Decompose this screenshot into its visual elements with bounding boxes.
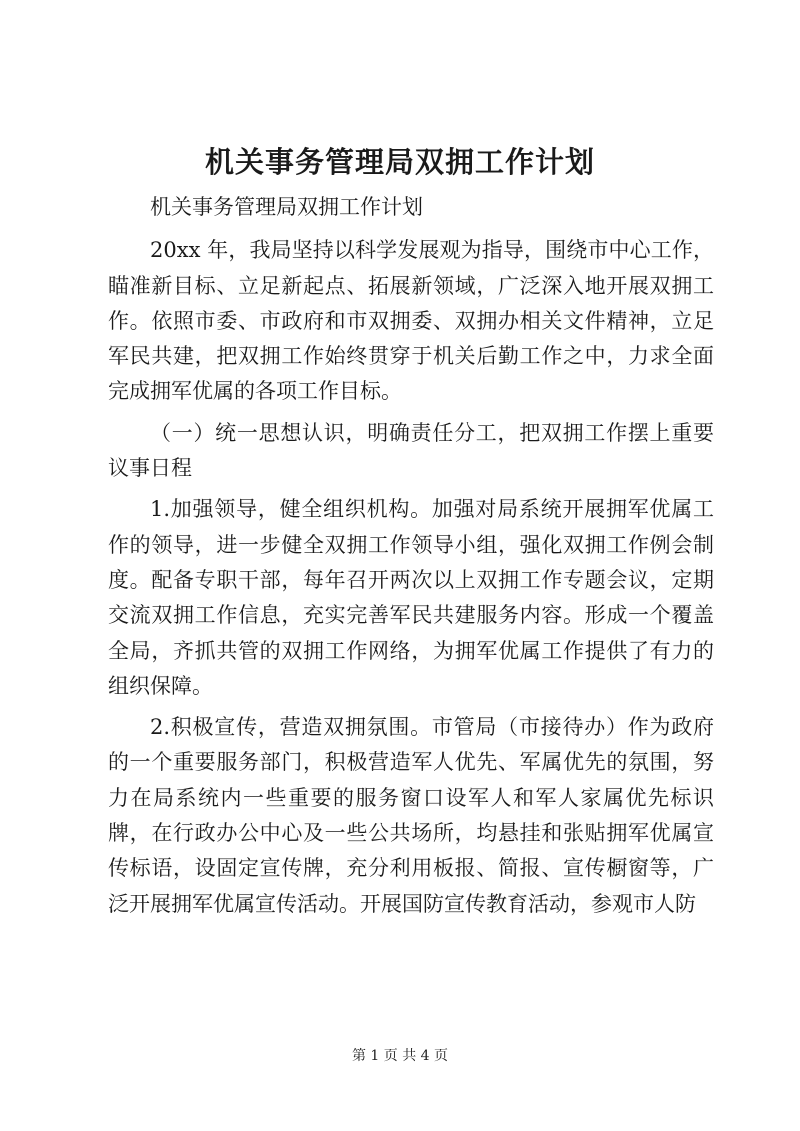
document-title: 机关事务管理局双拥工作计划	[204, 145, 595, 179]
item-paragraph-1: 1.加强领导，健全组织机构。加强对局系统开展拥军优属工作的领导，进一步健全双拥工作领导小组，强化双拥工作例会制度。配备专职干部，每年召开两次以上双拥工作专题会议，定期交流双拥工作信息，充实完善军民共建服务内容。形成一个覆盖全局，齐抓共管的双拥工作网络，为拥军优属工作提供了有力的组织保障。	[108, 497, 714, 698]
document-body	[108, 190, 714, 922]
item-paragraph-2: 2.积极宣传，营造双拥氛围。市管局（市接待办）作为政府的一个重要服务部门，积极营造军人优先、军属优先的氛围，努力在局系统内一些重要的服务窗口设军人和军人家属优先标识牌，在行政办公中心及一些公共场所，均悬挂和张贴拥军优属宣传标语，设固定宣传牌，充分利用板报、简报、宣传橱窗等，广泛开展拥军优属宣传活动。开展国防宣传教育活动，参观市人防	[108, 715, 714, 916]
subtitle-paragraph: 机关事务管理局双拥工作计划	[150, 195, 423, 219]
section-heading-1: （一）统一思想认识，明确责任分工，把双拥工作摆上重要议事日程	[108, 420, 714, 481]
intro-paragraph: 20xx 年，我局坚持以科学发展观为指导，围绕市中心工作，瞄准新目标、立足新起点、拓展新领域，广泛深入地开展双拥工作。依照市委、市政府和市双拥委、双拥办相关文件精神，立足军民共建，把双拥工作始终贯穿于机关后勤工作之中，力求全面完成拥军优属的各项工作目标。	[108, 238, 714, 404]
page-footer: 第 1 页 共 4 页	[351, 1048, 449, 1064]
